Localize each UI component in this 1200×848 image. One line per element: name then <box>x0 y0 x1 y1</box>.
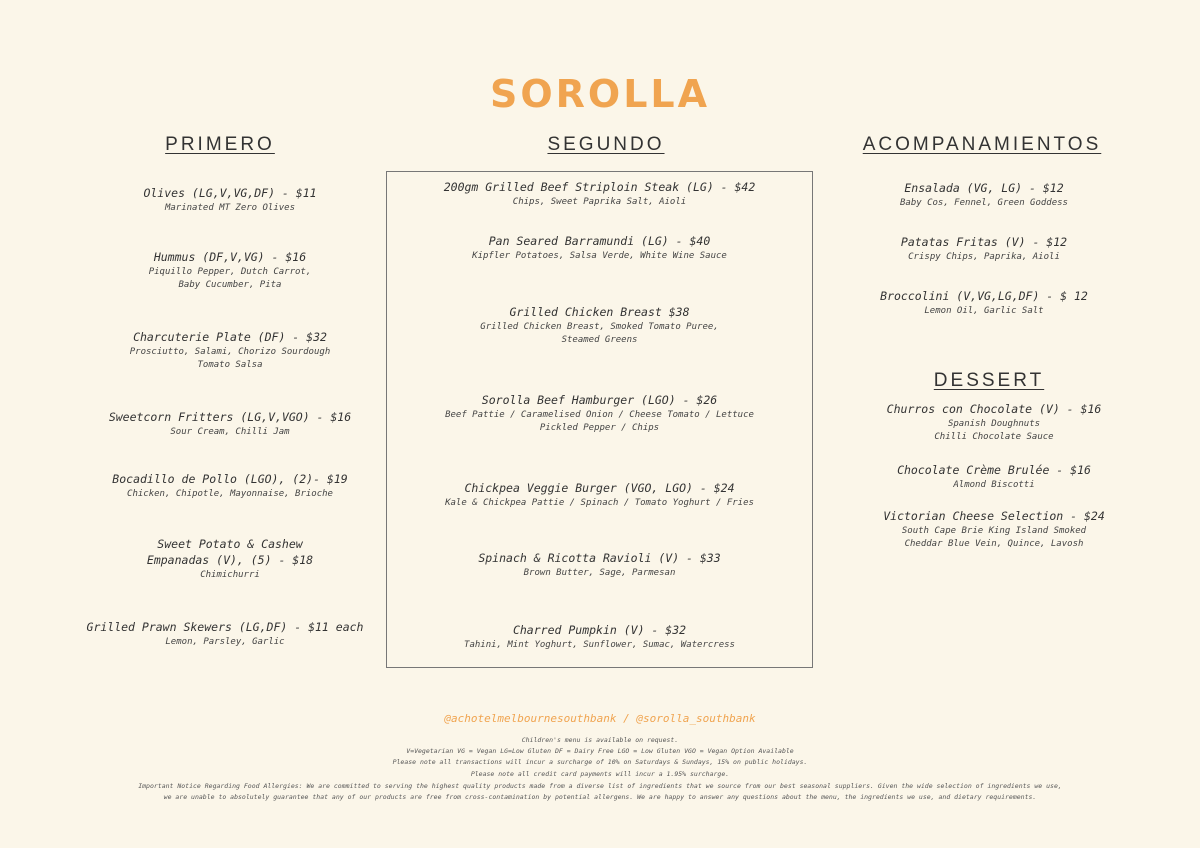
menu-item-description: Chicken, Chipotle, Mayonnaise, Brioche <box>127 489 333 499</box>
menu-item-name: Grilled Chicken Breast $38 <box>509 305 690 319</box>
menu-item-description: Almond Biscotti <box>953 480 1035 490</box>
menu-item <box>386 392 813 435</box>
menu-item <box>834 288 1134 318</box>
menu-item <box>60 329 400 372</box>
menu-item-name: Chickpea Veggie Burger (VGO, LGO) - $24 <box>464 481 735 495</box>
footnote-weekend-surcharge: Please note all transactions will incur a surcharge of 10% on Saturdays & Sundays, 15% on public holidays. <box>392 758 808 766</box>
social-handles: @achotelmelbournesouthbank / @sorolla_southbank <box>444 712 756 725</box>
menu-item-description: Brown Butter, Sage, Parmesan <box>523 568 676 578</box>
menu-item <box>60 185 400 215</box>
menu-item-description: Lemon, Parsley, Garlic <box>165 637 285 647</box>
menu-item <box>60 409 400 439</box>
menu-item <box>60 249 400 292</box>
menu-item <box>386 233 813 263</box>
footnote-card-surcharge: Please note all credit card payments will incur a 1.95% surcharge. <box>470 770 730 778</box>
menu-item <box>386 550 813 580</box>
menu-item-name: Spinach & Ricotta Ravioli (V) - $33 <box>478 551 721 565</box>
menu-item-description: Chips, Sweet Paprika Salt, Aioli <box>512 197 687 207</box>
menu-item <box>386 622 813 652</box>
menu-item-description: Beef Pattie / Caramelised Onion / Cheese Tomato / Lettuce Pickled Pepper / Chips <box>445 410 754 433</box>
footnote-dietary-legend: V=Vegetarian VG = Vegan LG=Low Gluten DF = Dairy Free LGO = Low Gluten VGO = Vegan Option Available <box>406 747 794 755</box>
menu-item-name: Ensalada (VG, LG) - $12 <box>904 181 1064 195</box>
menu-item-name: Sweetcorn Fritters (LG,V,VGO) - $16 <box>108 410 352 424</box>
menu-item-name: Churros con Chocolate (V) - $16 <box>886 402 1102 416</box>
menu-item-name: 200gm Grilled Beef Striploin Steak (LG) - $42 <box>443 180 756 194</box>
menu-item-description: Lemon Oil, Garlic Salt <box>924 306 1044 316</box>
footnote-childrens-menu: Children's menu is available on request. <box>521 736 679 744</box>
menu-item <box>386 480 813 510</box>
menu-item-description: South Cape Brie King Island Smoked Cheddar Blue Vein, Quince, Lavosh <box>901 526 1087 549</box>
menu-item-name: Charcuterie Plate (DF) - $32 <box>133 330 327 344</box>
menu-item-description: Kale & Chickpea Pattie / Spinach / Tomato Yoghurt / Fries <box>445 498 754 508</box>
menu-item-name: Olives (LG,V,VG,DF) - $11 <box>143 186 317 200</box>
section-title-acompanamientos: ACOMPANAMIENTOS <box>862 134 1102 155</box>
menu-item-name: Broccolini (V,VG,LG,DF) - $ 12 <box>880 289 1088 303</box>
menu-item <box>834 508 1154 551</box>
restaurant-name: SOROLLA <box>489 72 711 116</box>
menu-item-description: Prosciutto, Salami, Chorizo Sourdough Tomato Salsa <box>129 347 331 370</box>
menu-item-description: Chimichurri <box>200 570 260 580</box>
menu-item-name: Bocadillo de Pollo (LGO), (2)- $19 <box>112 472 348 486</box>
menu-item <box>60 536 400 582</box>
menu-item <box>60 471 400 501</box>
menu-item-name: Victorian Cheese Selection - $24 <box>883 509 1105 523</box>
section-title-primero: PRIMERO <box>165 134 275 155</box>
menu-item <box>834 462 1154 492</box>
menu-item-name: Sorolla Beef Hamburger (LGO) - $26 <box>481 393 718 407</box>
menu-item-description: Piquillo Pepper, Dutch Carrot, Baby Cucumber, Pita <box>148 267 312 290</box>
menu-item-description: Marinated MT Zero Olives <box>164 203 296 213</box>
menu-item-name: Pan Seared Barramundi (LG) - $40 <box>488 234 711 248</box>
footnote-allergy-notice: Important Notice Regarding Food Allergies: We are committed to serving the highest quality products made from a diverse list of ingredients that we source from our best seasonal suppliers. Given the wide selection of ingredients we use, <box>138 782 1062 790</box>
menu-item <box>834 234 1134 264</box>
menu-item-description: Sour Cream, Chilli Jam <box>170 427 290 437</box>
menu-item-description: Tahini, Mint Yoghurt, Sunflower, Sumac, Watercress <box>464 640 735 650</box>
menu-item-name: Hummus (DF,V,VG) - $16 <box>153 250 307 264</box>
menu-item <box>50 619 400 649</box>
menu-item <box>386 304 813 347</box>
menu-item-description: Baby Cos, Fennel, Green Goddess <box>900 198 1068 208</box>
menu-item <box>386 179 813 209</box>
menu-item-name: Patatas Fritas (V) - $12 <box>900 235 1068 249</box>
menu-item <box>834 401 1154 444</box>
menu-item-name: Charred Pumpkin (V) - $32 <box>512 623 687 637</box>
menu-item <box>834 180 1134 210</box>
menu-item-description: Kipfler Potatoes, Salsa Verde, White Wine Sauce <box>472 251 727 261</box>
section-title-segundo: SEGUNDO <box>547 134 665 155</box>
menu-item-description: Grilled Chicken Breast, Smoked Tomato Puree, Steamed Greens <box>480 322 719 345</box>
menu-item-name: Sweet Potato & Cashew Empanadas (V), (5) - $18 <box>146 537 314 567</box>
menu-item-name: Chocolate Crème Brulée - $16 <box>897 463 1091 477</box>
menu-item-description: Crispy Chips, Paprika, Aioli <box>908 252 1060 262</box>
footnote-allergy-disclaimer: we are unable to absolutely guarantee that any of our products are free from cross-contamination by potential allergens. We are happy to answer any questions about the menu, the ingredients we use, and dietary requirements. <box>163 793 1037 801</box>
menu-item-name: Grilled Prawn Skewers (LG,DF) - $11 each <box>86 620 364 634</box>
section-title-dessert: DESSERT <box>933 370 1045 391</box>
menu-item-description: Spanish Doughnuts Chilli Chocolate Sauce <box>934 419 1054 442</box>
